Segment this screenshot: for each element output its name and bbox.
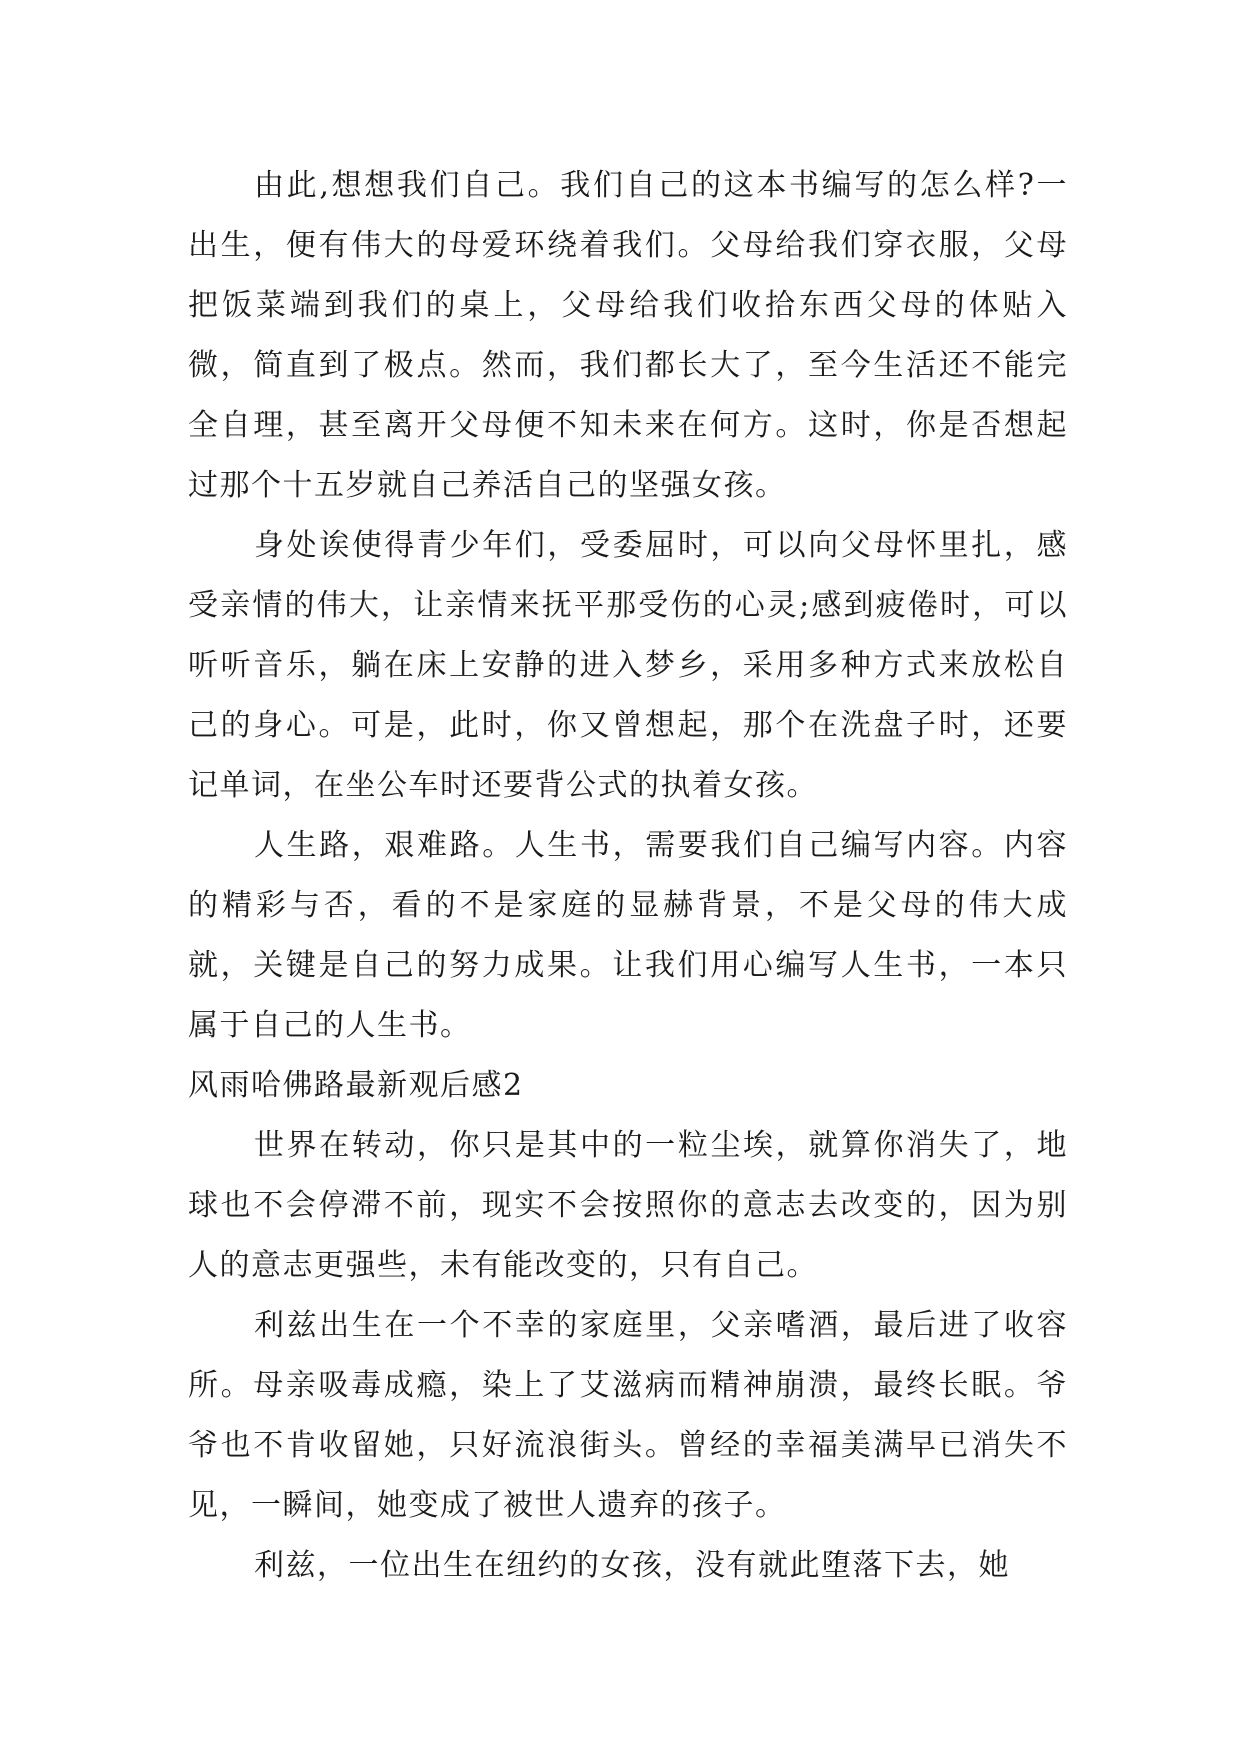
document-body: [188, 156, 1068, 1596]
paragraph-1: 由此,想想我们自己。我们自己的这本书编写的怎么样?一出生，便有伟大的母爱环绕着我们。父母给我们穿衣服，父母把饭菜端到我们的桌上，父母给我们收拾东西父母的体贴入微，简直到了极点。然而，我们都长大了，至今生活还不能完全自理，甚至离开父母便不知未来在何方。这时，你是否想起过那个十五岁就自己养活自己的坚强女孩。: [188, 168, 1068, 503]
paragraph-2: 身处诶使得青少年们，受委屈时，可以向父母怀里扎，感受亲情的伟大，让亲情来抚平那受伤的心灵;感到疲倦时，可以听听音乐，躺在床上安静的进入梦乡，采用多种方式来放松自己的身心。可是，此时，你又曾想起，那个在洗盘子时，还要记单词，在坐公车时还要背公式的执着女孩。: [188, 528, 1068, 803]
paragraph-4: 世界在转动，你只是其中的一粒尘埃，就算你消失了，地球也不会停滞不前，现实不会按照你的意志去改变的，因为别人的意志更强些，未有能改变的，只有自己。: [188, 1128, 1068, 1283]
paragraph-3: 人生路，艰难路。人生书，需要我们自己编写内容。内容的精彩与否，看的不是家庭的显赫背景，不是父母的伟大成就，关键是自己的努力成果。让我们用心编写人生书，一本只属于自己的人生书。: [188, 828, 1068, 1043]
paragraph-5: 利兹出生在一个不幸的家庭里，父亲嗜酒，最后进了收容所。母亲吸毒成瘾，染上了艾滋病而精神崩溃，最终长眠。爷爷也不肯收留她，只好流浪街头。曾经的幸福美满早已消失不见，一瞬间，她变成了被世人遗弃的孩子。: [188, 1308, 1068, 1523]
paragraph-6: 利兹，一位出生在纽约的女孩，没有就此堕落下去，她: [254, 1548, 1010, 1583]
section-heading: 风雨哈佛路最新观后感2: [188, 1068, 524, 1103]
